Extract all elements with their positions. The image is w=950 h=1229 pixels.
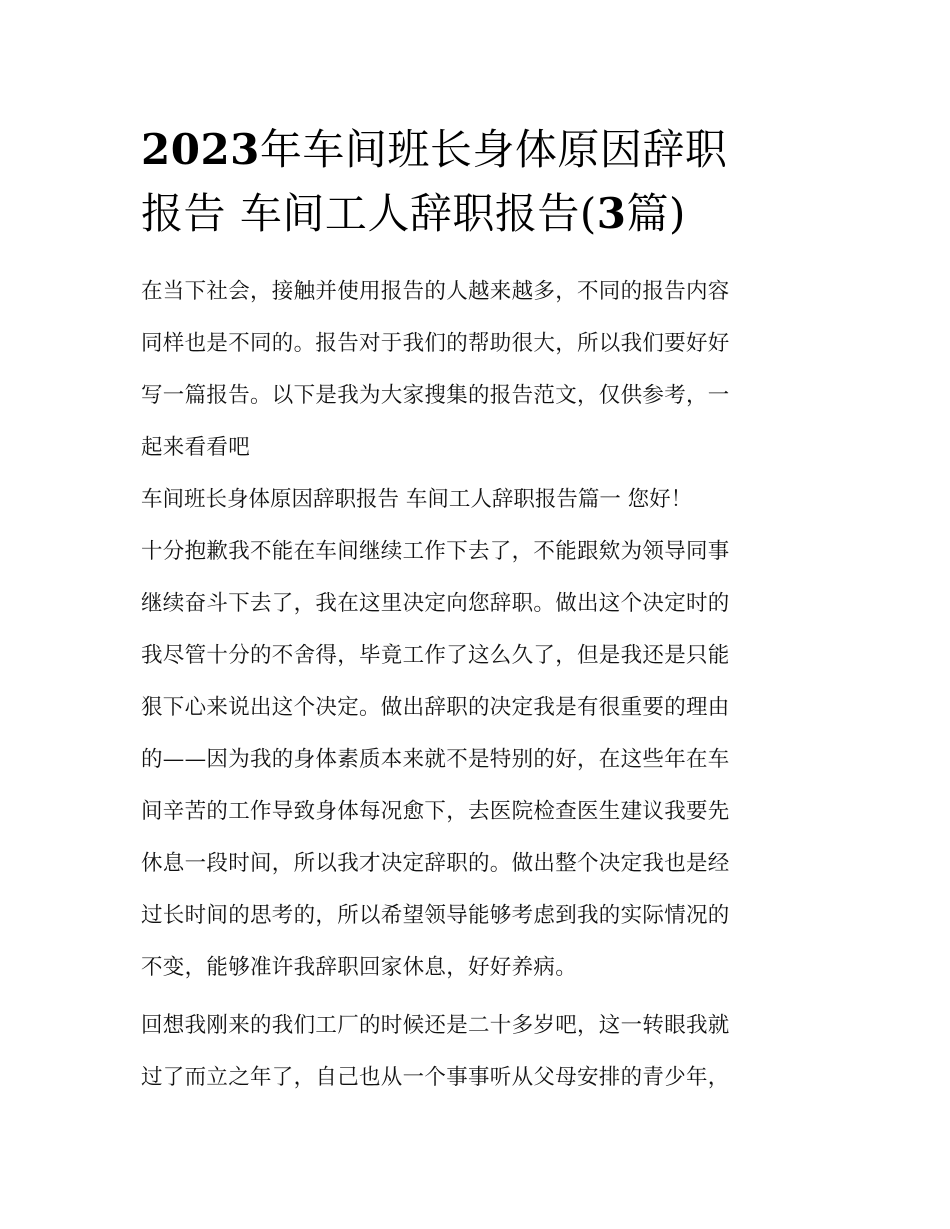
text-line: 过长时间的思考的，所以希望领导能够考虑到我的实际情况的	[141, 903, 730, 928]
body-paragraph-2	[141, 1000, 813, 1104]
text-line: 十分抱歉我不能在车间继续工作下去了，不能跟欸为领导同事	[141, 539, 730, 564]
text-line: 间辛苦的工作导致身体每况愈下，去医院检查医生建议我要先	[141, 799, 730, 824]
document-page	[141, 118, 813, 1110]
text-line: 狠下心来说出这个决定。做出辞职的决定我是有很重要的理由	[141, 695, 730, 720]
intro-paragraph	[141, 266, 813, 474]
text-line: 过了而立之年了，自己也从一个事事听从父母安排的青少年，	[141, 1065, 730, 1090]
title-line-2-text-a: 报告 车间工人辞职报告(	[141, 189, 597, 238]
text-line: 写一篇报告。以下是我为大家搜集的报告范文，仅供参考，一	[141, 383, 730, 408]
text-line: 同样也是不同的。报告对于我们的帮助很大，所以我们要好好	[141, 331, 730, 356]
document-body	[141, 266, 813, 1104]
title-year: 2023	[141, 125, 260, 174]
title-count: 3	[596, 189, 627, 238]
section-heading: 车间班长身体原因辞职报告 车间工人辞职报告篇一 您好！	[141, 487, 693, 512]
title-line-1	[141, 118, 813, 182]
document-title	[141, 118, 813, 246]
text-line: 不变，能够准许我辞职回家休息，好好养病。	[141, 955, 578, 980]
text-line: 我尽管十分的不舍得，毕竟工作了这么久了，但是我还是只能	[141, 643, 730, 668]
text-line: 在当下社会，接触并使用报告的人越来越多，不同的报告内容	[141, 279, 730, 304]
title-line-1-text: 年车间班长身体原因辞职	[259, 125, 728, 174]
text-line: 的——因为我的身体素质本来就不是特别的好，在这些年在车	[141, 747, 730, 772]
body-paragraph-1	[141, 526, 813, 994]
text-line: 回想我刚来的我们工厂的时候还是二十多岁吧，这一转眼我就	[141, 1013, 730, 1038]
title-line-2-text-b: 篇)	[626, 189, 686, 238]
text-line: 继续奋斗下去了，我在这里决定向您辞职。做出这个决定时的	[141, 591, 730, 616]
title-line-2	[141, 182, 813, 246]
text-line: 休息一段时间，所以我才决定辞职的。做出整个决定我也是经	[141, 851, 730, 876]
text-line: 起来看看吧	[141, 435, 251, 460]
